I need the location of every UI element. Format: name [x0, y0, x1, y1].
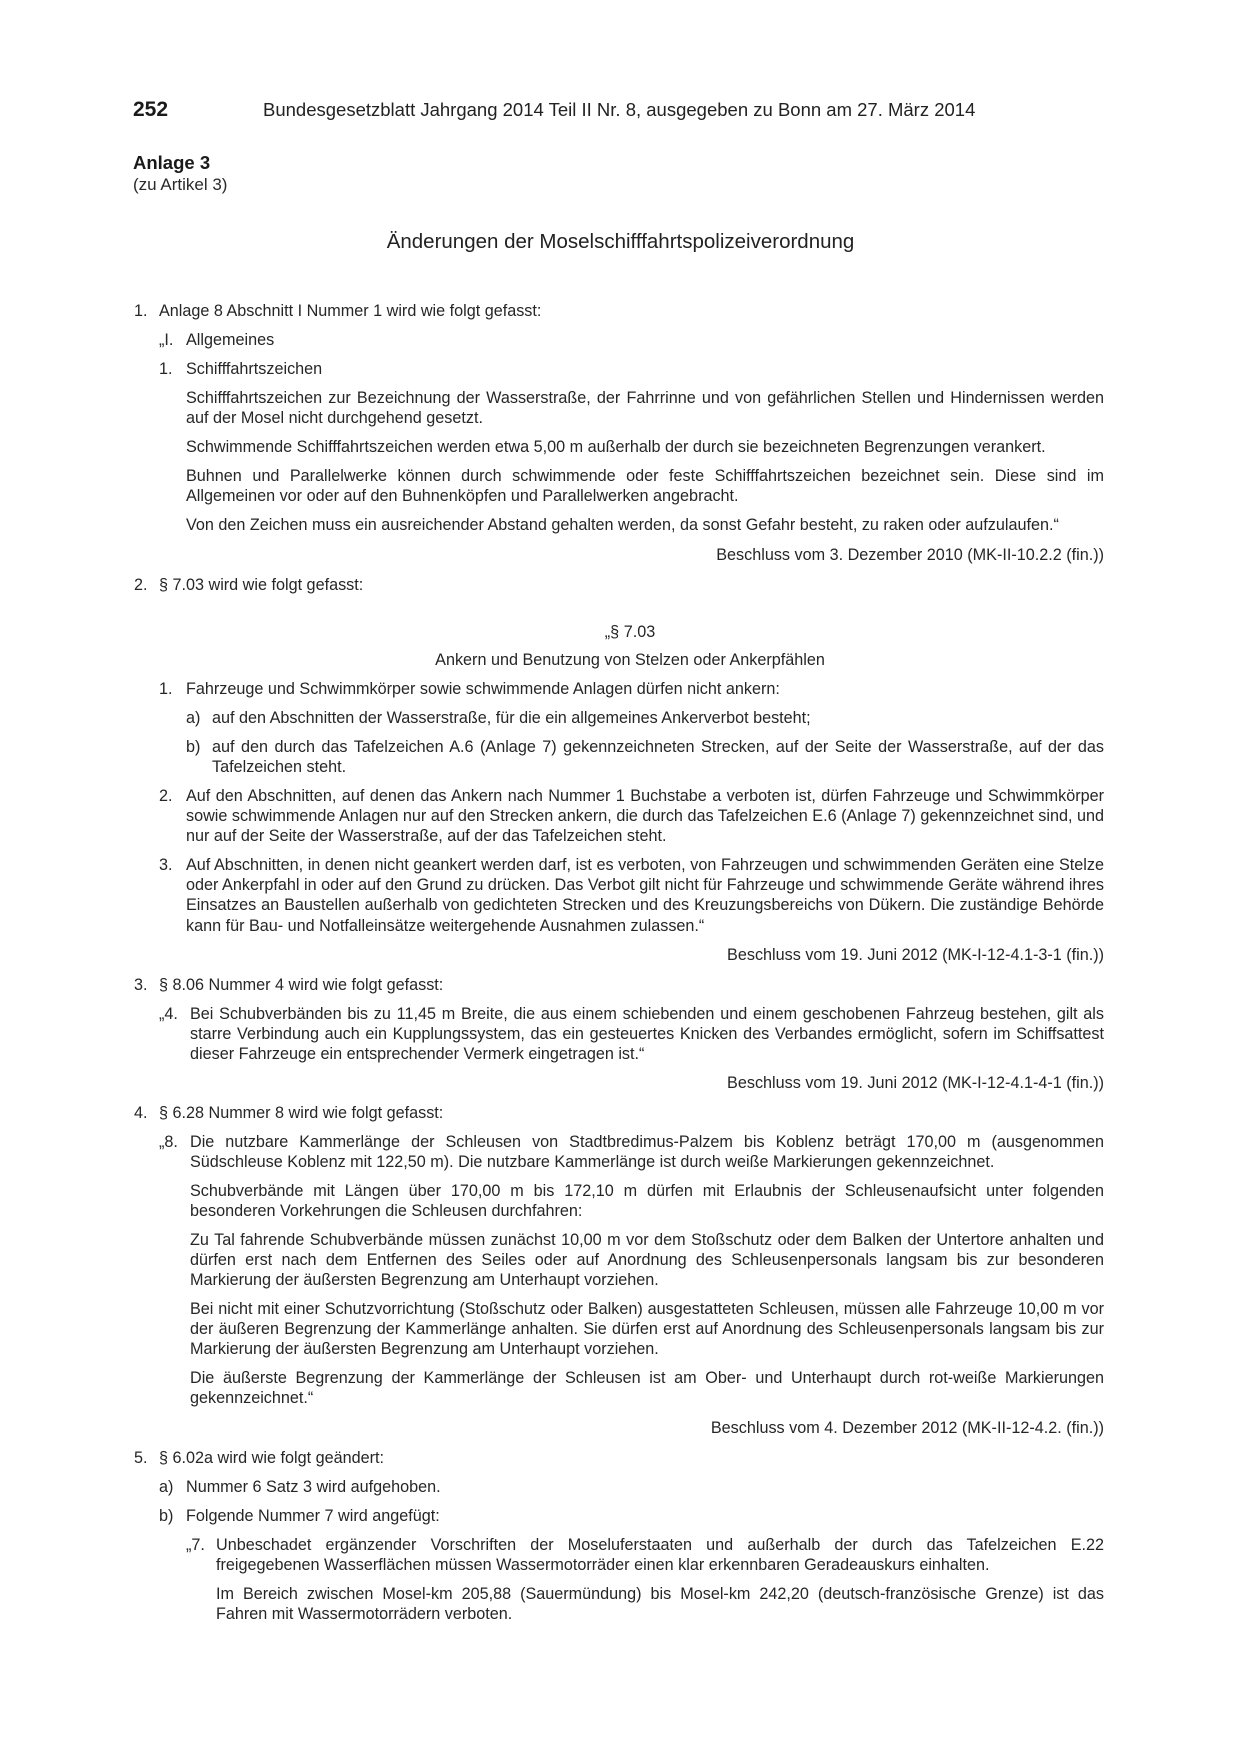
section-number: „I. [159, 331, 174, 349]
paragraph: Zu Tal fahrende Schubverbände müssen zunächst 10,00 m vor dem Stoßschutz oder dem Balken der Untertore anhalten und dürfen erst nach dem Entfernen des Seiles oder auf Anordnung des Schleusenpersonals langsam bis zur besonderen Markierung der äußersten Begrenzung am Unterhaupt vorziehen. [190, 1231, 1104, 1290]
item-intro: § 7.03 wird wie folgt gefasst: [159, 576, 364, 594]
letter-text: auf den Abschnitten der Wasserstraße, für die ein allgemeines Ankerverbot besteht; [212, 709, 811, 727]
paragraph: Schwimmende Schifffahrtszeichen werden etwa 5,00 m außerhalb der durch sie bezeichneten Begrenzungen verankert. [186, 438, 1046, 456]
subsection-number: „7. [186, 1536, 205, 1554]
letter-number: a) [159, 1478, 174, 1496]
paragraph: Die äußerste Begrenzung der Kammerlänge der Schleusen ist am Ober- und Unterhaupt durch rot-weiße Markierungen gekennzeichnet.“ [190, 1369, 1104, 1408]
annex-label: Anlage 3 [133, 152, 211, 173]
section-title: Allgemeines [186, 331, 275, 349]
paragraph: Von den Zeichen muss ein ausreichender Abstand gehalten werden, da sonst Gefahr besteht, zu raken oder aufzulaufen.“ [186, 516, 1059, 534]
paragraph-heading-number: „§ 7.03 [604, 623, 656, 641]
paragraph: Die nutzbare Kammerlänge der Schleusen von Stadtbredimus-Palzem bis Koblenz beträgt 170,00 m (ausgenommen Südschleuse Koblenz mit 122,50 m). Die nutzbare Kammerlänge ist durch weiße Markierungen gekennzeichnet. [190, 1133, 1104, 1172]
letter-text: Nummer 6 Satz 3 wird aufgehoben. [186, 1478, 441, 1496]
letter-number: b) [159, 1507, 174, 1525]
item-number: 5. [134, 1449, 148, 1467]
annex-reference: (zu Artikel 3) [133, 175, 228, 194]
paragraph-heading: Ankern und Benutzung von Stelzen oder Ankerpfählen [435, 651, 825, 669]
document-title: Änderungen der Moselschifffahrtspolizeiverordnung [386, 230, 855, 253]
paragraph: Im Bereich zwischen Mosel-km 205,88 (Sauermündung) bis Mosel-km 242,20 (deutsch-französische Grenze) ist das Fahren mit Wassermotorrädern verboten. [216, 1585, 1104, 1624]
item-number: 1. [134, 302, 148, 320]
decision-reference: Beschluss vom 4. Dezember 2012 (MK-II-12-4.2. (fin.)) [710, 1419, 1104, 1437]
item-intro: § 6.02a wird wie folgt geändert: [159, 1449, 384, 1467]
subsection-number: 1. [159, 360, 173, 378]
paragraph: Unbeschadet ergänzender Vorschriften der Moseluferstaaten und außerhalb der durch das Tafelzeichen E.22 freigegebenen Wasserflächen müssen Wassermotorräder einen klar erkennbaren Geradeauskurs einhalten. [216, 1536, 1104, 1575]
decision-reference: Beschluss vom 19. Juni 2012 (MK-I-12-4.1-4-1 (fin.)) [727, 1074, 1104, 1092]
letter-number: a) [186, 709, 201, 727]
decision-reference: Beschluss vom 3. Dezember 2010 (MK-II-10.2.2 (fin.)) [716, 546, 1104, 564]
page-number: 252 [133, 98, 169, 121]
item-number: 3. [134, 976, 148, 994]
subsection-number: 1. [159, 680, 173, 698]
paragraph: Bei nicht mit einer Schutzvorrichtung (Stoßschutz oder Balken) ausgestatteten Schleusen, müssen alle Fahrzeuge 10,00 m vor der äußeren Begrenzung der Kammerlänge anhalten. Sie dürfen erst auf Anordnung des Schleusenpersonals langsam bis zur Markierung der äußersten Begrenzung am Unterhaupt vorziehen. [190, 1300, 1104, 1359]
paragraph: Schifffahrtszeichen zur Bezeichnung der Wasserstraße, der Fahrrinne und von gefährlichen Stellen und Hindernissen werden auf der Mosel nicht durchgehend gesetzt. [186, 389, 1104, 428]
item-number: 4. [134, 1104, 148, 1122]
paragraph: Schubverbände mit Längen über 170,00 m bis 172,10 m dürfen mit Erlaubnis der Schleusenaufsicht unter folgenden besonderen Vorkehrungen die Schleusen durchfahren: [190, 1182, 1104, 1221]
subsection-number: „4. [159, 1005, 178, 1023]
subsection-text: Auf den Abschnitten, auf denen das Ankern nach Nummer 1 Buchstabe a verboten ist, dürfen Fahrzeuge und Schwimmkörper sowie schwimmende Anlagen nur auf den Strecken ankern, die durch das Tafelzeichen E.6 (Anlage 7) gekennzeichnet sind, und nur auf der Seite der Wasserstraße, auf der das Tafelzeichen steht. [186, 787, 1104, 846]
subsection-number: „8. [159, 1133, 178, 1151]
subsection-number: 3. [159, 856, 173, 874]
subsection-text: Bei Schubverbänden bis zu 11,45 m Breite, die aus einem schiebenden und einem geschobenen Fahrzeug bestehen, gilt als starre Verbindung auch ein Kupplungssystem, das ein gesteuertes Knicken des Verbandes ermöglicht, sofern im Schiffsattest dieser Fahrzeuge ein entsprechender Vermerk eingetragen ist.“ [190, 1005, 1104, 1064]
letter-text: Folgende Nummer 7 wird angefügt: [186, 1507, 440, 1525]
item-intro: § 6.28 Nummer 8 wird wie folgt gefasst: [159, 1104, 444, 1122]
letter-number: b) [186, 738, 201, 756]
item-number: 2. [134, 576, 148, 594]
letter-text: auf den durch das Tafelzeichen A.6 (Anlage 7) gekennzeichneten Strecken, auf der Seite der Wasserstraße, auf der das Tafelzeichen steht. [212, 738, 1104, 777]
subsection-text: Auf Abschnitten, in denen nicht geankert werden darf, ist es verboten, von Fahrzeugen und schwimmenden Geräten eine Stelze oder Ankerpfahl in oder auf den Grund zu drücken. Das Verbot gilt nicht für Fahrzeuge und schwimmende Geräte während ihres Einsatzes an Baustellen außerhalb von gedichteten Strecken und des Kreuzungsbereichs von Dükern. Die zuständige Behörde kann für Bau- und Notfalleinsätze weitergehende Ausnahmen zulassen.“ [186, 856, 1104, 935]
subsection-text: Fahrzeuge und Schwimmkörper sowie schwimmende Anlagen dürfen nicht ankern: [186, 680, 780, 698]
decision-reference: Beschluss vom 19. Juni 2012 (MK-I-12-4.1-3-1 (fin.)) [727, 946, 1104, 964]
item-intro: § 8.06 Nummer 4 wird wie folgt gefasst: [159, 976, 444, 994]
running-header: Bundesgesetzblatt Jahrgang 2014 Teil II Nr. 8, ausgegeben zu Bonn am 27. März 2014 [263, 99, 976, 120]
subsection-number: 2. [159, 787, 173, 805]
paragraph: Buhnen und Parallelwerke können durch schwimmende oder feste Schifffahrtszeichen bezeichnet sein. Diese sind im Allgemeinen vor oder auf den Buhnenköpfen und Parallelwerken angebracht. [186, 467, 1104, 506]
item-intro: Anlage 8 Abschnitt I Nummer 1 wird wie folgt gefasst: [159, 302, 542, 320]
subsection-title: Schifffahrtszeichen [186, 360, 323, 378]
